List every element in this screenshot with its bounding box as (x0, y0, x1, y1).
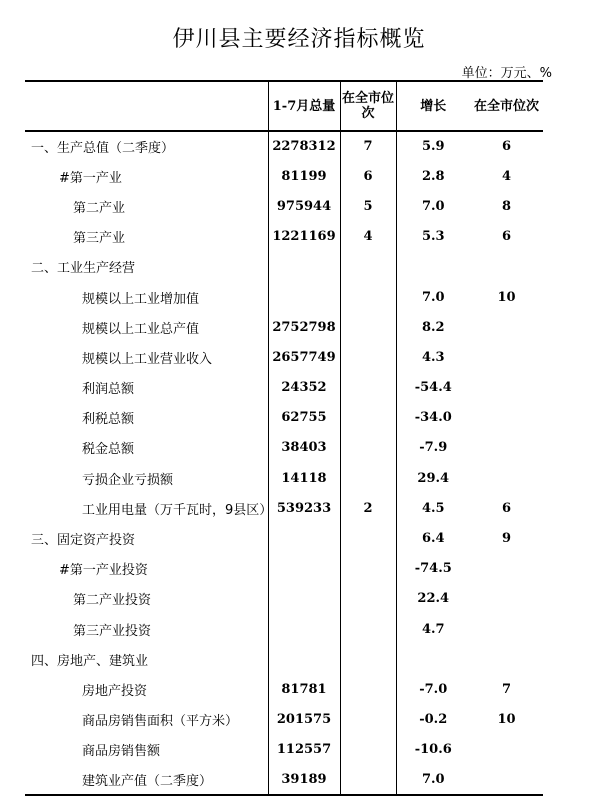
row-total (268, 523, 340, 553)
row-total: 2657749 (268, 342, 340, 372)
row-label: 四、房地产、建筑业 (31, 653, 149, 669)
table-row (25, 523, 543, 553)
row-rank (340, 312, 396, 342)
row-growth-rank: 10 (497, 712, 516, 728)
row-rank: 4 (340, 222, 396, 252)
row-label: 第三产业投资 (73, 623, 152, 639)
table-row (25, 131, 543, 161)
row-growth: 7.0 (396, 282, 470, 312)
row-rank: 5 (340, 191, 396, 221)
table-row (25, 584, 543, 614)
row-growth: -54.4 (396, 373, 470, 403)
row-growth-rank (470, 342, 543, 372)
row-rank (340, 252, 396, 282)
row-rank (340, 403, 396, 433)
row-total: 38403 (268, 433, 340, 463)
row-rank (340, 433, 396, 463)
header-growth: 增长 (396, 81, 470, 131)
table-row (25, 493, 543, 523)
row-growth-rank (470, 554, 543, 584)
row-growth-rank: 8 (501, 198, 512, 214)
row-growth-rank (470, 765, 543, 795)
row-label: 工业用电量（万千瓦时，9县区） (82, 502, 273, 518)
row-rank: 7 (340, 131, 396, 161)
row-growth-rank: 6 (501, 229, 512, 245)
row-rank (340, 282, 396, 312)
row-rank (340, 373, 396, 403)
row-growth: 7.0 (396, 191, 470, 221)
row-label: 规模以上工业增加值 (82, 291, 200, 307)
row-total (268, 614, 340, 644)
row-growth: -0.2 (396, 705, 470, 735)
row-rank (340, 674, 396, 704)
table-row (25, 161, 543, 191)
table-row (25, 373, 543, 403)
row-growth: 5.9 (396, 131, 470, 161)
row-label: #第一产业 (59, 170, 122, 186)
row-label: 税金总额 (82, 442, 135, 458)
row-label: 亏损企业亏损额 (82, 472, 174, 488)
row-growth-rank (470, 614, 543, 644)
row-label: 三、固定资产投资 (31, 533, 136, 549)
row-total (268, 584, 340, 614)
row-growth-rank (470, 373, 543, 403)
row-rank: 6 (340, 161, 396, 191)
row-growth-rank (470, 433, 543, 463)
row-total: 975944 (268, 191, 340, 221)
row-growth-rank (470, 312, 543, 342)
row-growth: 7.0 (396, 765, 470, 795)
row-growth: 2.8 (396, 161, 470, 191)
page-title: 伊川县主要经济指标概览 (172, 27, 426, 52)
row-growth-rank (470, 644, 543, 674)
row-total: 201575 (268, 705, 340, 735)
row-growth (396, 252, 470, 282)
row-total: 14118 (268, 463, 340, 493)
row-rank (340, 765, 396, 795)
row-label: 房地产投资 (82, 683, 148, 699)
row-growth-rank: 7 (501, 681, 512, 697)
row-rank (340, 735, 396, 765)
row-growth-rank (470, 584, 543, 614)
table-row (25, 463, 543, 493)
row-growth-rank (470, 252, 543, 282)
row-rank (340, 614, 396, 644)
header-indicator (25, 81, 268, 131)
table-row (25, 705, 543, 735)
row-growth: -7.0 (396, 674, 470, 704)
row-total: 2278312 (268, 131, 340, 161)
row-growth: -34.0 (396, 403, 470, 433)
row-total: 24352 (268, 373, 340, 403)
row-growth: -10.6 (396, 735, 470, 765)
table-row (25, 312, 543, 342)
table-row (25, 342, 543, 372)
table-row (25, 433, 543, 463)
row-label: 二、工业生产经营 (31, 261, 136, 277)
row-label: 商品房销售面积（平方米） (82, 714, 239, 730)
row-label: 商品房销售额 (82, 744, 161, 760)
table-row (25, 674, 543, 704)
row-growth: 29.4 (396, 463, 470, 493)
row-total: 1221169 (268, 222, 340, 252)
row-growth-rank: 9 (501, 531, 512, 547)
row-rank (340, 523, 396, 553)
header-total: 1-7月总量 (268, 81, 340, 131)
row-growth: -74.5 (396, 554, 470, 584)
row-total: 112557 (268, 735, 340, 765)
row-total: 539233 (268, 493, 340, 523)
row-rank (340, 705, 396, 735)
table-row (25, 252, 543, 282)
row-total (268, 282, 340, 312)
table-row (25, 403, 543, 433)
table-row (25, 765, 543, 795)
row-rank: 2 (340, 493, 396, 523)
row-total: 81781 (268, 674, 340, 704)
table-row (25, 644, 543, 674)
row-total: 2752798 (268, 312, 340, 342)
row-rank (340, 554, 396, 584)
row-label: 第三产业 (73, 231, 126, 247)
economic-indicators-table (25, 80, 543, 796)
row-growth: 4.3 (396, 342, 470, 372)
unit-label: 单位：万元、% (461, 66, 552, 81)
row-growth-rank (470, 735, 543, 765)
row-growth: 4.7 (396, 614, 470, 644)
row-growth-rank: 10 (497, 289, 516, 305)
row-label: 规模以上工业营业收入 (82, 351, 213, 367)
row-rank (340, 342, 396, 372)
row-label: 利润总额 (82, 382, 135, 398)
table-row (25, 614, 543, 644)
header-growth-rank: 在全市位次 (473, 98, 539, 114)
row-growth-rank (470, 403, 543, 433)
row-rank (340, 584, 396, 614)
row-rank (340, 644, 396, 674)
row-label: 第二产业投资 (73, 593, 152, 609)
row-total (268, 554, 340, 584)
row-label: 建筑业产值（二季度） (82, 774, 213, 790)
table-header-row (25, 81, 543, 131)
row-label: #第一产业投资 (59, 563, 148, 579)
row-growth: 4.5 (396, 493, 470, 523)
table-row (25, 554, 543, 584)
row-label: 规模以上工业总产值 (82, 321, 200, 337)
row-total (268, 644, 340, 674)
row-growth: 5.3 (396, 222, 470, 252)
row-growth-rank: 6 (501, 500, 512, 516)
row-growth-rank (470, 463, 543, 493)
row-total (268, 252, 340, 282)
row-rank (340, 463, 396, 493)
row-growth: -7.9 (396, 433, 470, 463)
row-label: 一、生产总值（二季度） (31, 141, 175, 157)
row-total: 39189 (268, 765, 340, 795)
row-total: 62755 (268, 403, 340, 433)
row-growth: 8.2 (396, 312, 470, 342)
row-label: 利税总额 (82, 412, 135, 428)
header-total-rank: 在全市位次 (340, 81, 396, 131)
table-row (25, 191, 543, 221)
row-growth-rank: 4 (501, 168, 512, 184)
row-growth: 6.4 (396, 523, 470, 553)
row-growth-rank: 6 (501, 139, 512, 155)
table-row (25, 282, 543, 312)
row-growth (396, 644, 470, 674)
row-growth: 22.4 (396, 584, 470, 614)
row-total: 81199 (268, 161, 340, 191)
table-row (25, 222, 543, 252)
table-row (25, 735, 543, 765)
row-label: 第二产业 (73, 200, 126, 216)
